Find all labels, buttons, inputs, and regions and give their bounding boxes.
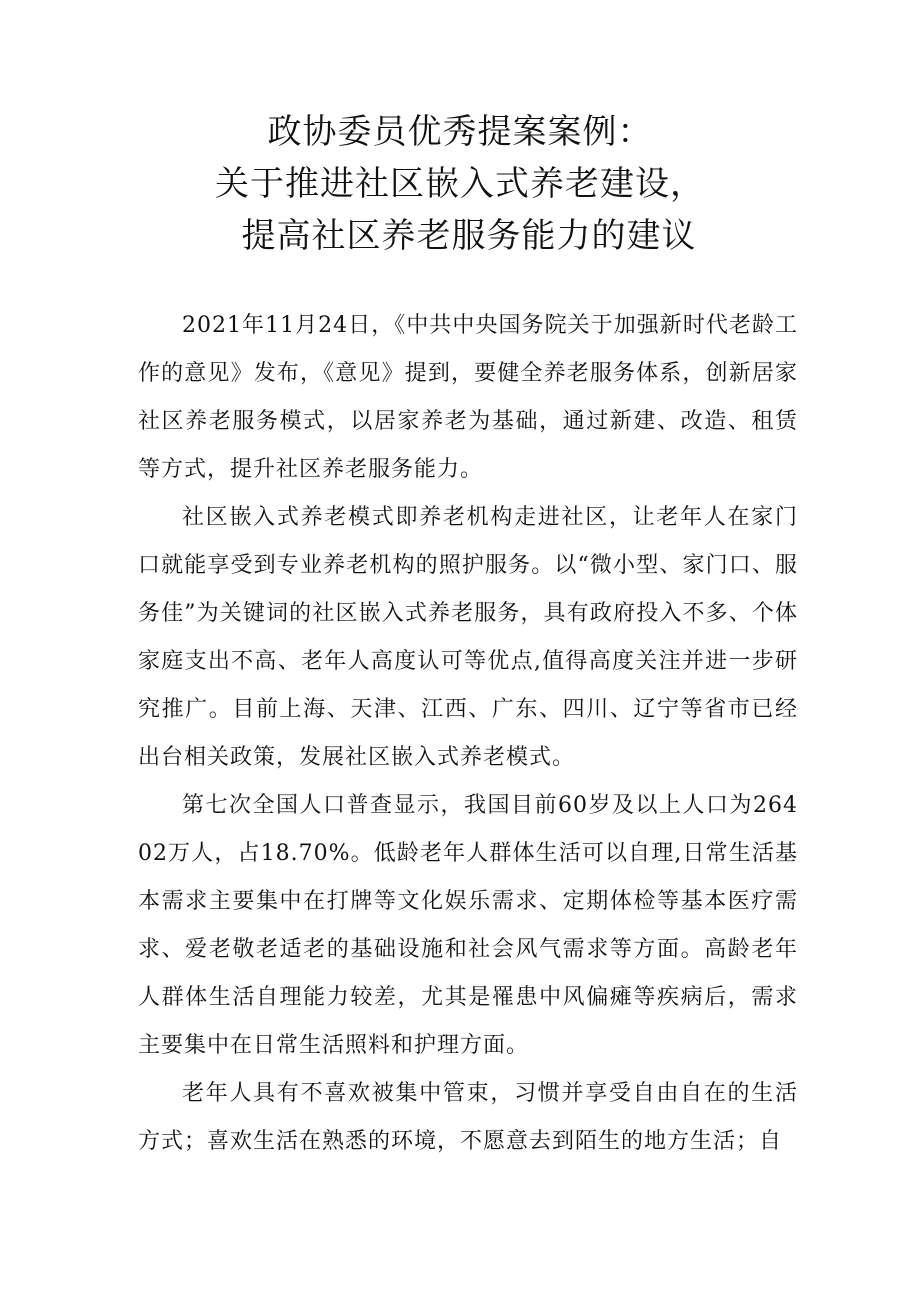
document-body [138,302,798,1166]
title-line-2: 关于推进社区嵌入式养老建设， [215,164,705,204]
title-line-1: 政协委员优秀提案案例： [267,112,653,152]
paragraph-4: 老年人具有不喜欢被集中管束，习惯并享受自由自在的生活方式；喜欢生活在熟悉的环境，不愿意去到陌生的地方生活；自 [138,1081,798,1154]
paragraph-3: 第七次全国人口普查显示，我国目前60岁及以上人口为26402万人，占18.70%。低龄老年人群体生活可以自理,日常生活基本需求主要集中在打牌等文化娱乐需求、定期体检等基本医疗需求、爱老敬老适老的基础设施和社会风气需求等方面。高龄老年人群体生活自理能力较差，尤其是罹患中风偏瘫等疾病后，需求主要集中在日常生活照料和护理方面。 [138,793,798,1058]
document-title [0,106,920,262]
title-line-3: 提高社区养老服务能力的建议 [241,216,697,256]
paragraph-2: 社区嵌入式养老模式即养老机构走进社区，让老年人在家门口就能享受到专业养老机构的照护服务。以“微小型、家门口、服务佳”为关键词的社区嵌入式养老服务，具有政府投入不多、个体家庭支出不高、老年人高度认可等优点,值得高度关注并进一步研究推广。目前上海、天津、江西、广东、四川、辽宁等省市已经出台相关政策，发展社区嵌入式养老模式。 [138,505,798,770]
paragraph-1: 2021年11月24日，《中共中央国务院关于加强新时代老龄工作的意见》发布，《意见》提到，要健全养老服务体系，创新居家社区养老服务模式，以居家养老为基础，通过新建、改造、租赁等方式，提升社区养老服务能力。 [138,313,798,482]
